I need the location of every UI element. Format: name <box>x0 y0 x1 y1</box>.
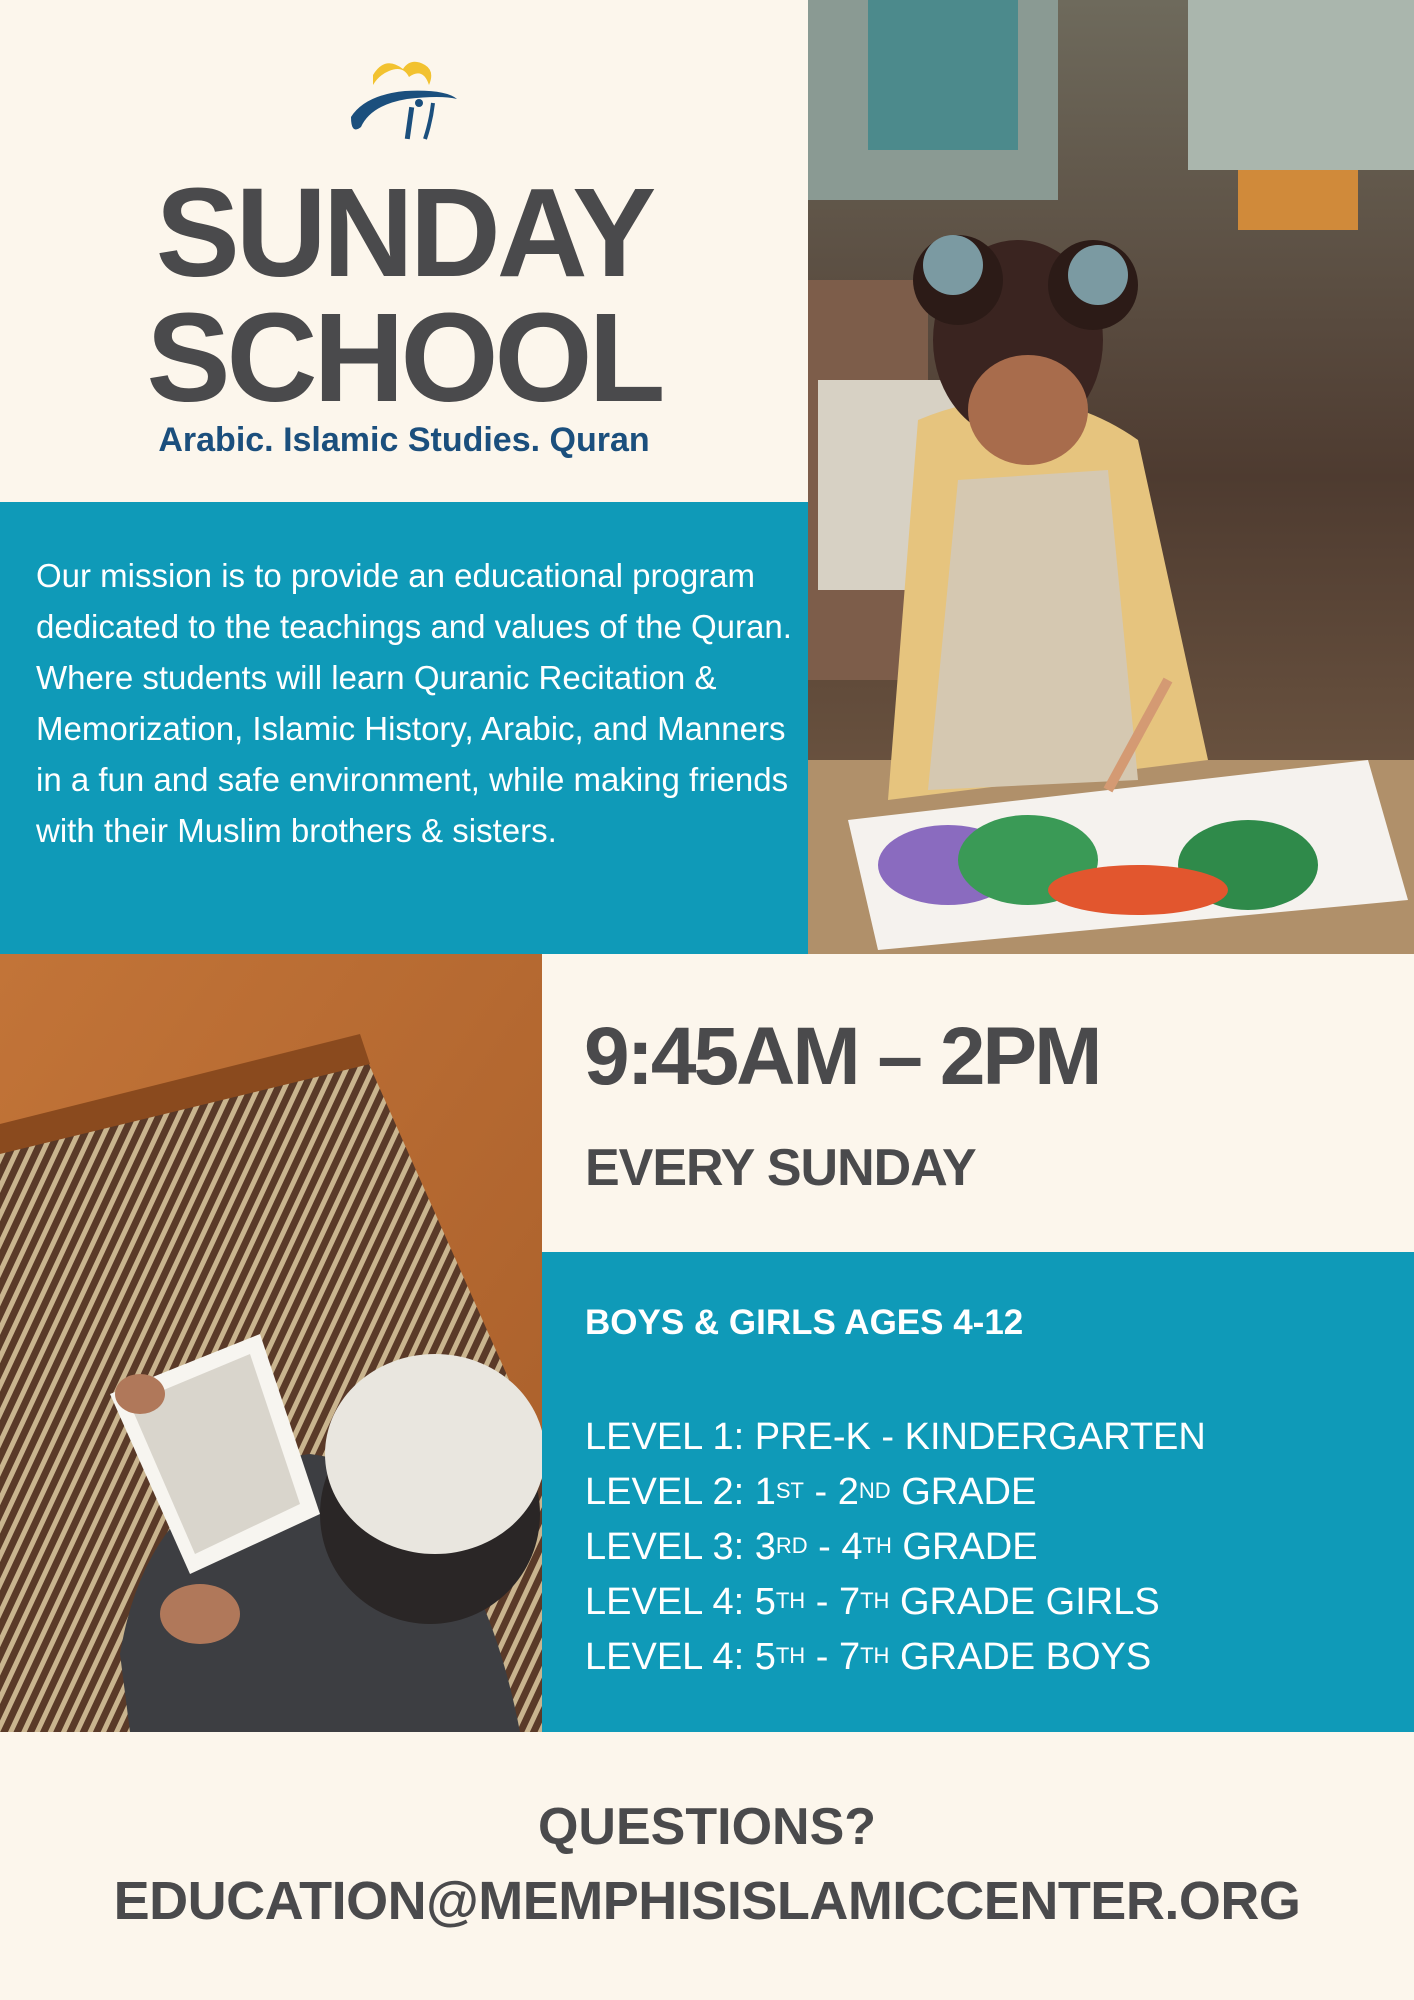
level-item: LEVEL 3: 3RD - 4TH GRADE <box>585 1526 1038 1568</box>
photo-girl-painting <box>808 0 1414 954</box>
title-line-1: SUNDAY <box>155 162 653 303</box>
title-line-2: SCHOOL <box>146 287 662 428</box>
level-item: LEVEL 1: PRE-K - KINDERGARTEN <box>585 1416 1206 1458</box>
schedule-time: 9:45AM – 2PM <box>584 1011 1100 1102</box>
questions-heading: QUESTIONS? <box>537 1798 877 1856</box>
schedule-day: EVERY SUNDAY <box>585 1139 976 1197</box>
subtitle: Arabic. Islamic Studies. Quran <box>158 421 650 459</box>
organization-logo <box>345 55 465 145</box>
level-item: LEVEL 2: 1ST - 2ND GRADE <box>585 1471 1037 1513</box>
ages-heading: BOYS & GIRLS AGES 4-12 <box>585 1303 1024 1342</box>
level-item: LEVEL 4: 5TH - 7TH GRADE BOYS <box>585 1636 1152 1678</box>
photo-boy-reading-quran <box>0 954 542 1732</box>
levels-list <box>585 1410 1206 1685</box>
page-title <box>0 162 808 428</box>
contact-email[interactable]: EDUCATION@MEMPHISISLAMICCENTER.ORG <box>113 1871 1301 1931</box>
level-item: LEVEL 4: 5TH - 7TH GRADE GIRLS <box>585 1581 1160 1623</box>
mission-text: Our mission is to provide an educational program dedicated to the teachings and values of the Quran. Where students will learn Quranic Recitation & Memorization, Islamic History, Arabic, and Manners in a fun and safe environment, while making friends with their Muslim brothers & sisters. <box>36 557 792 849</box>
